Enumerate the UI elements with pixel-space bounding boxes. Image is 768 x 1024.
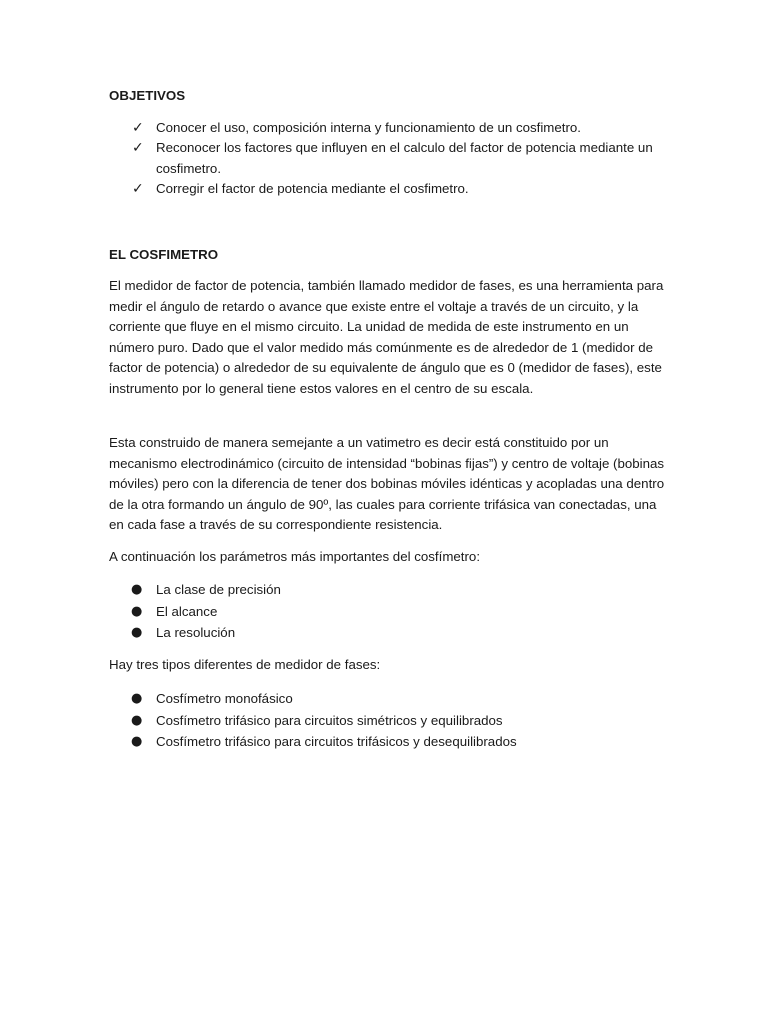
checkmark-icon: ✓ [132,140,144,157]
type-text: Cosfímetro trifásico para circuitos simétricos y equilibrados [156,712,503,728]
objetivo-text: Conocer el uso, composición interna y funcionamiento de un cosfimetro. [156,120,581,135]
type-text: Cosfímetro trifásico para circuitos trifásicos y desequilibrados [156,734,517,749]
objetivo-item [109,118,669,138]
type-item [109,710,669,732]
checkmark-icon: ✓ [132,180,144,197]
param-text: La resolución [156,625,236,640]
bullet-icon: ● [131,712,143,728]
param-item [109,601,669,623]
bullet-icon: ● [131,691,143,706]
bullet-icon: ● [131,603,143,619]
objetivo-text: Corregir el factor de potencia mediante el cosfimetro. [156,180,469,196]
types-intro: Hay tres tipos diferentes de medidor de fases: [109,657,381,672]
objetivos-list [109,118,669,199]
types-list [109,688,669,753]
bullet-icon: ● [131,734,143,749]
objetivo-item [109,138,669,179]
checkmark-icon: ✓ [132,120,144,136]
objetivos-heading: OBJETIVOS [109,88,186,103]
params-intro: A continuación los parámetros más importantes del cosfímetro: [109,549,481,564]
bullet-icon: ● [131,582,143,597]
cosfimetro-heading: EL COSFIMETRO [109,247,219,262]
type-item [109,731,669,753]
type-text: Cosfímetro monofásico [156,691,293,706]
bullet-icon: ● [131,625,143,640]
param-item [109,579,669,601]
param-text: El alcance [156,603,218,619]
paragraph-definicion: El medidor de factor de potencia, también llamado medidor de fases, es una herramienta para medir el ángulo de retardo o avance que existe entre el voltaje a través de un circuito, y la corriente que fluye en el mismo circuito. La unidad de medida de este instrumento en un número puro. Dado que el valor medido más comúnmente es de alrededor de 1 (medidor de factor de potencia) o alrededor de su equivalente de ángulo que es 0 (medidor de fases), este instrumento por lo general tiene estos valores en el centro de su escala. [109,278,664,396]
param-item [109,622,669,644]
param-text: La clase de precisión [156,582,281,597]
objetivo-item [109,179,669,199]
paragraph-construccion: Esta construido de manera semejante a un vatimetro es decir está constituido por un mecanismo electrodinámico (circuito de intensidad “bobinas fijas”) y centro de voltaje (bobinas móviles) pero con la diferencia de tener dos bobinas móviles idénticas y acopladas una dentro de la otra formando un ángulo de 90º, las cuales para corriente trifásica van conectadas, una en cada fase a través de su correspondiente resistencia. [109,435,665,533]
params-list [109,579,669,644]
type-item [109,688,669,710]
objetivo-text: Reconocer los factores que influyen en el calculo del factor de potencia mediante un cosfimetro. [156,140,653,176]
